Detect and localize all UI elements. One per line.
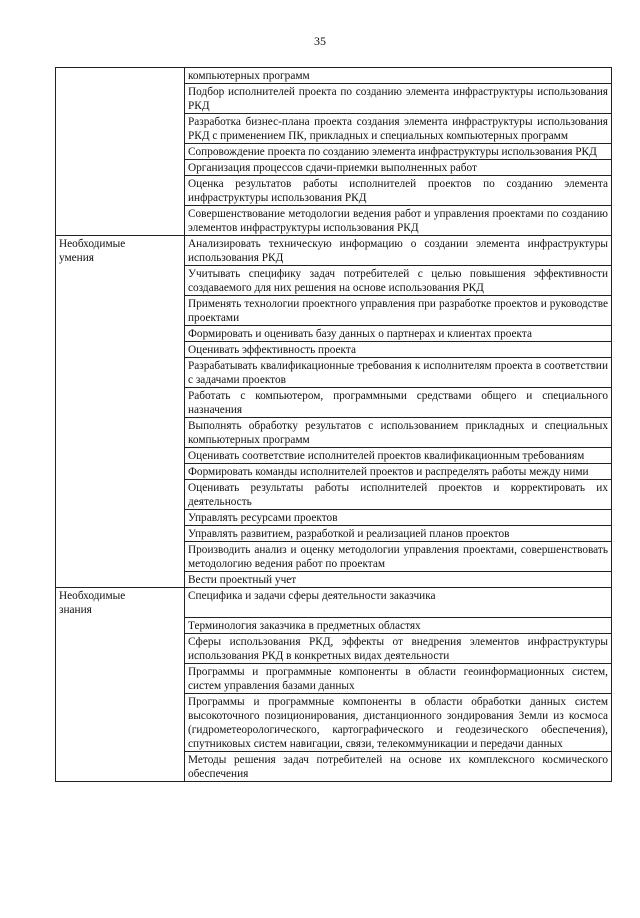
category-cell (56, 266, 185, 296)
category-cell (56, 510, 185, 526)
table-row (56, 418, 612, 448)
requirement-item: Специфика и задачи сферы деятельности заказчика (185, 588, 612, 618)
category-cell (56, 206, 185, 236)
category-cell (56, 693, 185, 751)
category-cell (56, 68, 185, 84)
category-label: Необходимые умения (59, 238, 126, 264)
requirement-item: Учитывать специфику задач потребителей с целью повышения эффективности создаваемого для них решения на основе использования РКД (185, 266, 612, 296)
table-row (56, 342, 612, 358)
requirement-item: Производить анализ и оценку методологии управления проектами, совершенствовать методологию ведения работ по проектам (185, 542, 612, 572)
table-row (56, 326, 612, 342)
category-cell (56, 114, 185, 144)
table-row (56, 114, 612, 144)
category-cell (56, 326, 185, 342)
category-cell (56, 572, 185, 588)
requirement-item: Оценивать эффективность проекта (185, 342, 612, 358)
category-cell (56, 751, 185, 781)
table-row (56, 633, 612, 663)
table-row (56, 510, 612, 526)
competency-table (55, 67, 612, 782)
category-cell (56, 617, 185, 633)
category-cell (56, 388, 185, 418)
table-row (56, 358, 612, 388)
requirement-item: Управлять развитием, разработкой и реализацией планов проектов (185, 526, 612, 542)
requirement-item: Разрабатывать квалификационные требования к исполнителям проекта в соответствии с задачами проектов (185, 358, 612, 388)
requirement-item: компьютерных программ (185, 68, 612, 84)
category-cell (56, 448, 185, 464)
page-number: 35 (314, 34, 326, 48)
category-cell (56, 588, 185, 618)
table-row (56, 144, 612, 160)
category-cell (56, 633, 185, 663)
requirement-item: Подбор исполнителей проекта по созданию элемента инфраструктуры использования РКД (185, 84, 612, 114)
table-row (56, 236, 612, 266)
table-row (56, 526, 612, 542)
requirement-item: Организация процессов сдачи-приемки выполненных работ (185, 160, 612, 176)
category-cell (56, 144, 185, 160)
category-cell (56, 358, 185, 388)
requirement-item: Разработка бизнес-плана проекта создания элемента инфраструктуры использования РКД с применением ПК, прикладных и специальных компьютерных программ (185, 114, 612, 144)
table-row (56, 572, 612, 588)
table-row (56, 542, 612, 572)
category-cell (56, 160, 185, 176)
category-cell (56, 418, 185, 448)
requirement-item: Выполнять обработку результатов с использованием прикладных и специальных компьютерных программ (185, 418, 612, 448)
table-row (56, 663, 612, 693)
requirement-item: Программы и программные компоненты в области обработки данных систем высокоточного позиционирования, дистанционного зондирования Земли из космоса (гидрометеорологического, картографического и геодезического обеспечения), спутниковых систем навигации, связи, телекоммуникации и передачи данных (185, 693, 612, 751)
category-cell (56, 542, 185, 572)
requirement-item: Применять технологии проектного управления при разработке проектов и руководстве проектами (185, 296, 612, 326)
category-cell (56, 296, 185, 326)
table-row (56, 160, 612, 176)
table-row (56, 448, 612, 464)
table-row (56, 388, 612, 418)
requirement-item: Сопровождение проекта по созданию элемента инфраструктуры использования РКД (185, 144, 612, 160)
table-row (56, 751, 612, 781)
table-row (56, 68, 612, 84)
requirement-item: Работать с компьютером, программными средствами общего и специального назначения (185, 388, 612, 418)
category-cell (56, 663, 185, 693)
category-cell (56, 342, 185, 358)
requirement-item: Формировать и оценивать базу данных о партнерах и клиентах проекта (185, 326, 612, 342)
requirement-item: Управлять ресурсами проектов (185, 510, 612, 526)
requirement-item: Сферы использования РКД, эффекты от внедрения элементов инфраструктуры использования РКД в конкретных видах деятельности (185, 633, 612, 663)
table-row (56, 176, 612, 206)
requirement-item: Анализировать техническую информацию о создании элемента инфраструктуры использования РКД (185, 236, 612, 266)
requirement-item: Оценка результатов работы исполнителей проектов по созданию элемента инфраструктуры использования РКД (185, 176, 612, 206)
table-row (56, 296, 612, 326)
category-cell (56, 84, 185, 114)
table-row (56, 464, 612, 480)
table-row (56, 84, 612, 114)
requirement-item: Методы решения задач потребителей на основе их комплексного космического обеспечения (185, 751, 612, 781)
category-label: Необходимые знания (59, 590, 126, 616)
table-row (56, 266, 612, 296)
table-row (56, 617, 612, 633)
requirement-item: Формировать команды исполнителей проектов и распределять работы между ними (185, 464, 612, 480)
requirement-item: Терминология заказчика в предметных областях (185, 617, 612, 633)
table-row (56, 693, 612, 751)
category-cell (56, 480, 185, 510)
table-row (56, 206, 612, 236)
requirement-item: Совершенствование методологии ведения работ и управления проектами по созданию элементов инфраструктуры использования РКД (185, 206, 612, 236)
category-cell (56, 236, 185, 266)
category-cell (56, 464, 185, 480)
requirement-item: Оценивать результаты работы исполнителей проектов и корректировать их деятельность (185, 480, 612, 510)
table-row (56, 588, 612, 618)
requirement-item: Программы и программные компоненты в области геоинформационных систем, систем управления базами данных (185, 663, 612, 693)
category-cell (56, 526, 185, 542)
requirement-item: Оценивать соответствие исполнителей проектов квалификационным требованиям (185, 448, 612, 464)
category-cell (56, 176, 185, 206)
table-row (56, 480, 612, 510)
requirement-item: Вести проектный учет (185, 572, 612, 588)
